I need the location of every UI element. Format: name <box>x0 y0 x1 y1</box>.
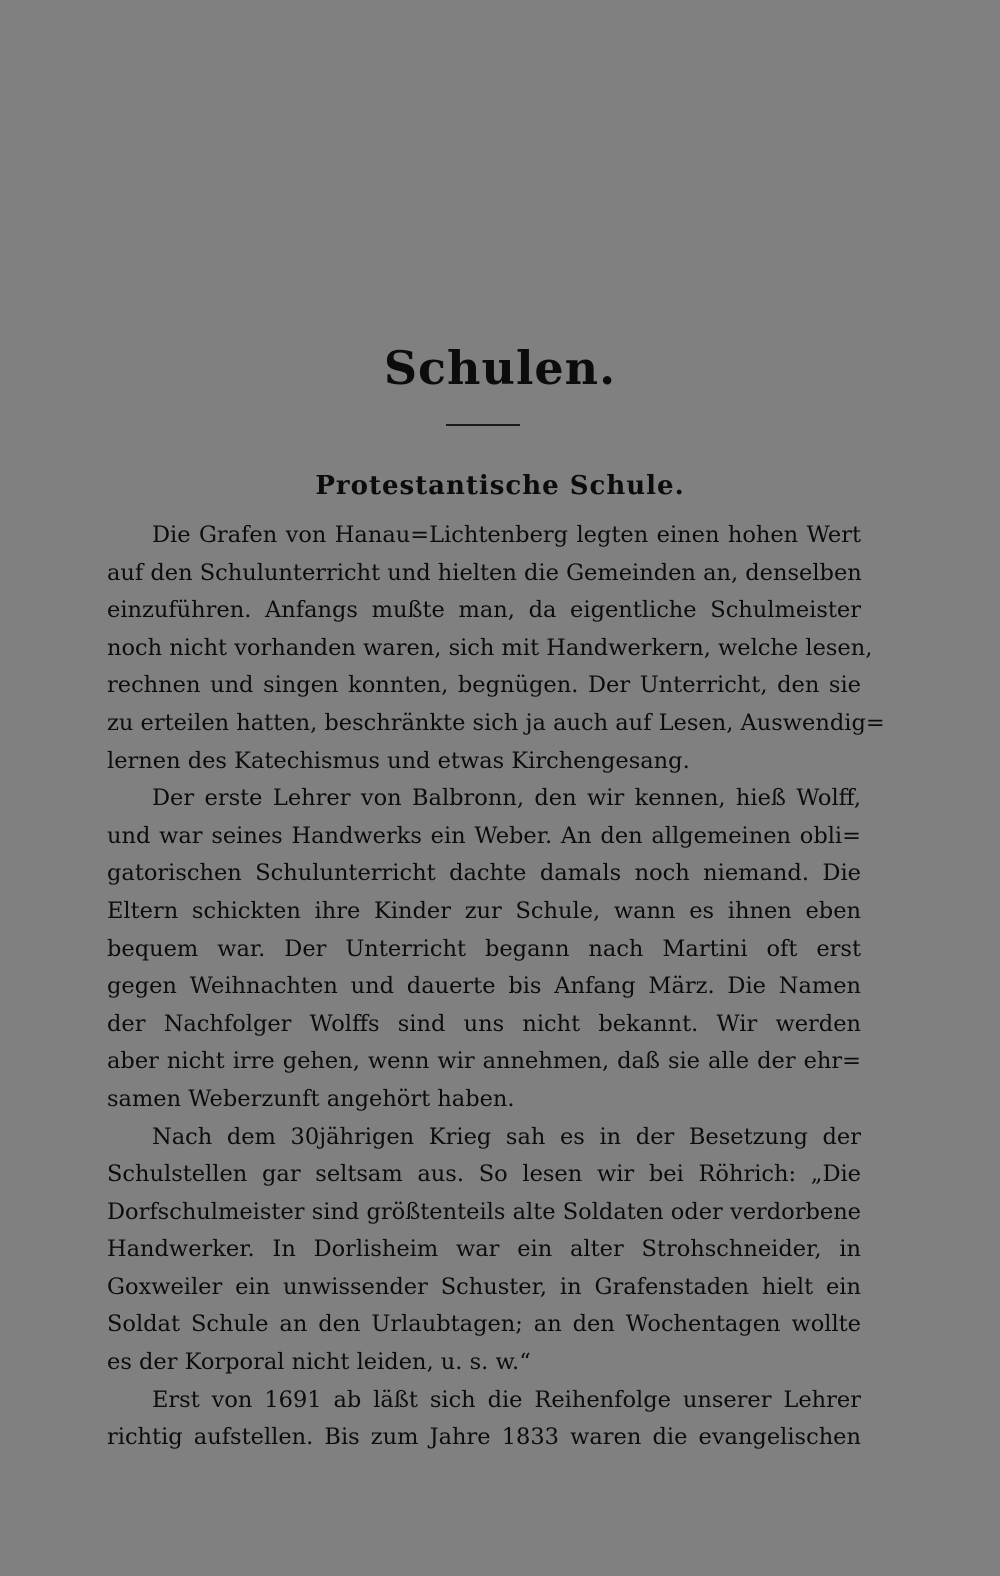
body-text <box>107 517 885 1457</box>
text-line: Goxweiler ein unwissender Schuster, in Grafenstaden hielt ein <box>107 1273 861 1300</box>
text-line: aber nicht irre gehen, wenn wir annehmen, daß sie alle der ehr= <box>107 1048 861 1075</box>
text-line: lernen des Katechismus und etwas Kirchengesang. <box>107 747 690 774</box>
text-line: Der erste Lehrer von Balbronn, den wir kennen, hieß Wolff, <box>152 785 861 812</box>
text-line: Soldat Schule an den Urlaubtagen; an den Wochentagen wollte <box>107 1311 861 1338</box>
section-heading: Protestantische Schule. <box>315 471 685 501</box>
text-line: Die Grafen von Hanau=Lichtenberg legten einen hohen Wert <box>152 522 861 548</box>
text-line: noch nicht vorhanden waren, sich mit Handwerkern, welche lesen, <box>107 634 873 661</box>
text-line: rechnen und singen konnten, begnügen. Der Unterricht, den sie <box>107 672 861 699</box>
text-line: Schulstellen gar seltsam aus. So lesen wir bei Röhrich: „Die <box>107 1161 861 1188</box>
text-line: gegen Weihnachten und dauerte bis Anfang März. Die Namen <box>107 973 861 1000</box>
text-line: und war seines Handwerks ein Weber. An den allgemeinen obli= <box>107 822 861 849</box>
chapter-title: Schulen. <box>383 341 617 395</box>
text-line: Erst von 1691 ab läßt sich die Reihenfolge unserer Lehrer <box>152 1386 861 1413</box>
text-line: Nach dem 30jährigen Krieg sah es in der Besetzung der <box>152 1123 861 1150</box>
text-line: samen Weberzunft angehört haben. <box>107 1085 515 1112</box>
text-line: einzuführen. Anfangs mußte man, da eigentliche Schulmeister <box>107 597 861 624</box>
text-line: zu erteilen hatten, beschränkte sich ja auch auf Lesen, Auswendig= <box>107 709 885 736</box>
text-line: es der Korporal nicht leiden, u. s. w.“ <box>107 1349 531 1376</box>
text-line: Handwerker. In Dorlisheim war ein alter Strohschneider, in <box>107 1236 861 1263</box>
text-line: der Nachfolger Wolffs sind uns nicht bekannt. Wir werden <box>107 1010 861 1037</box>
text-line: auf den Schulunterricht und hielten die Gemeinden an, denselben <box>107 559 862 586</box>
text-line: Eltern schickten ihre Kinder zur Schule, wann es ihnen eben <box>107 897 861 924</box>
title-divider <box>446 424 520 426</box>
text-line: richtig aufstellen. Bis zum Jahre 1833 waren die evangelischen <box>107 1424 861 1451</box>
text-line: bequem war. Der Unterricht begann nach Martini oft erst <box>107 935 861 962</box>
text-line: Dorfschulmeister sind größtenteils alte Soldaten oder verdorbene <box>107 1198 861 1225</box>
text-line: gatorischen Schulunterricht dachte damals noch niemand. Die <box>107 860 861 887</box>
